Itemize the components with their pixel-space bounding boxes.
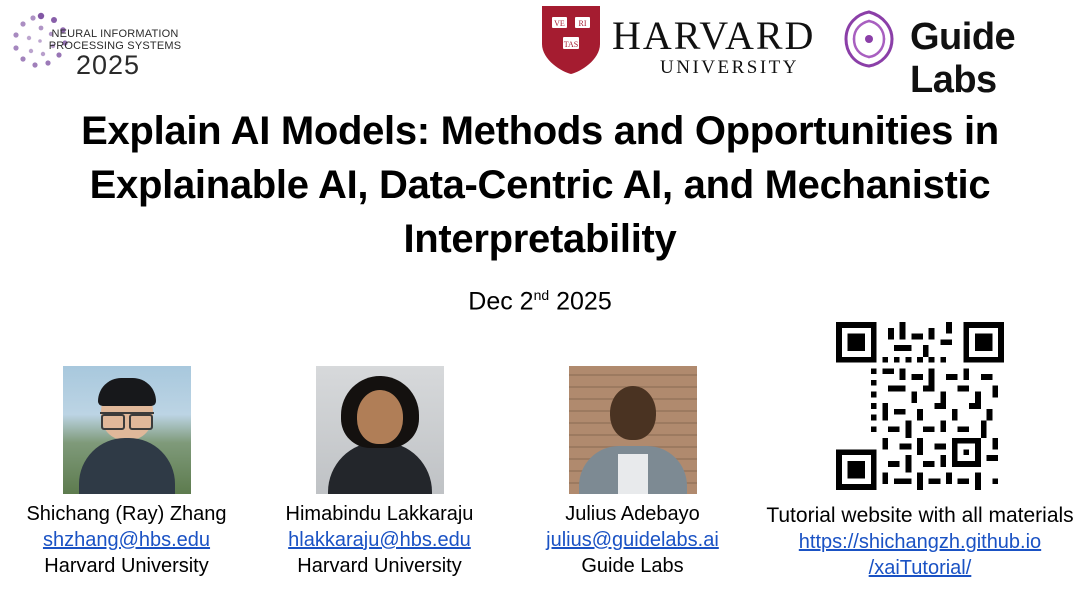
slide-header <box>0 0 1080 101</box>
talk-date-ordinal: nd <box>533 287 550 303</box>
presenter-name: Shichang (Ray) Zhang <box>26 503 227 525</box>
qr-caption: Tutorial website with all materials <box>766 504 1074 527</box>
presenter-card <box>253 366 506 606</box>
presenter-email-link[interactable]: julius@guidelabs.ai <box>546 529 719 551</box>
avatar <box>63 366 191 494</box>
harvard-subtitle: UNIVERSITY <box>660 57 799 78</box>
presenter-card <box>0 366 253 606</box>
harvard-name: HARVARD <box>612 13 816 58</box>
presenter-name: Julius Adebayo <box>565 503 700 525</box>
avatar-detail <box>98 378 156 406</box>
presenter-affiliation: Guide Labs <box>581 555 684 577</box>
guide-labs-name: Guide Labs <box>910 16 1016 101</box>
avatar-glasses-icon <box>100 412 154 426</box>
qr-code-icon[interactable] <box>836 322 1004 490</box>
tutorial-qr-block <box>760 322 1080 581</box>
neurips-line1: NEURAL INFORMATION <box>51 28 179 40</box>
svg-text:TAS: TAS <box>563 40 579 49</box>
harvard-shield-icon <box>540 4 602 76</box>
neurips-line2: PROCESSING SYSTEMS <box>48 40 182 52</box>
avatar <box>569 366 697 494</box>
presenter-affiliation: Harvard University <box>297 555 462 577</box>
guide-labs-logo <box>836 6 1076 101</box>
avatar <box>316 366 444 494</box>
svg-text:VE: VE <box>554 19 565 28</box>
neurips-year: 2025 <box>75 50 141 80</box>
presenters-list <box>0 366 760 606</box>
svg-text:RI: RI <box>578 19 587 28</box>
talk-date-prefix: Dec 2 <box>468 287 534 316</box>
presenter-name: Himabindu Lakkaraju <box>285 503 474 525</box>
neurips-logo <box>10 8 200 84</box>
page-title: Explain AI Models: Methods and Opportunities in Explainable AI, Data-Centric AI, and Mechanistic Interpretability <box>81 109 999 261</box>
tutorial-website-link-line2[interactable]: /xaiTutorial/ <box>868 557 972 579</box>
guide-labs-swirl-icon <box>836 6 902 72</box>
neurips-wordmark <box>40 28 190 52</box>
presenter-email-link[interactable]: shzhang@hbs.edu <box>42 529 211 551</box>
harvard-logo <box>540 2 820 86</box>
tutorial-website-link-line1[interactable]: https://shichangzh.github.io <box>798 531 1042 553</box>
avatar-detail <box>618 454 648 494</box>
presenter-affiliation: Harvard University <box>44 555 209 577</box>
talk-date-suffix: 2025 <box>549 287 612 316</box>
avatar-face <box>357 390 403 444</box>
presenter-card <box>506 366 759 606</box>
talk-date <box>0 287 1080 316</box>
presenter-email-link[interactable]: hlakkaraju@hbs.edu <box>288 529 471 551</box>
